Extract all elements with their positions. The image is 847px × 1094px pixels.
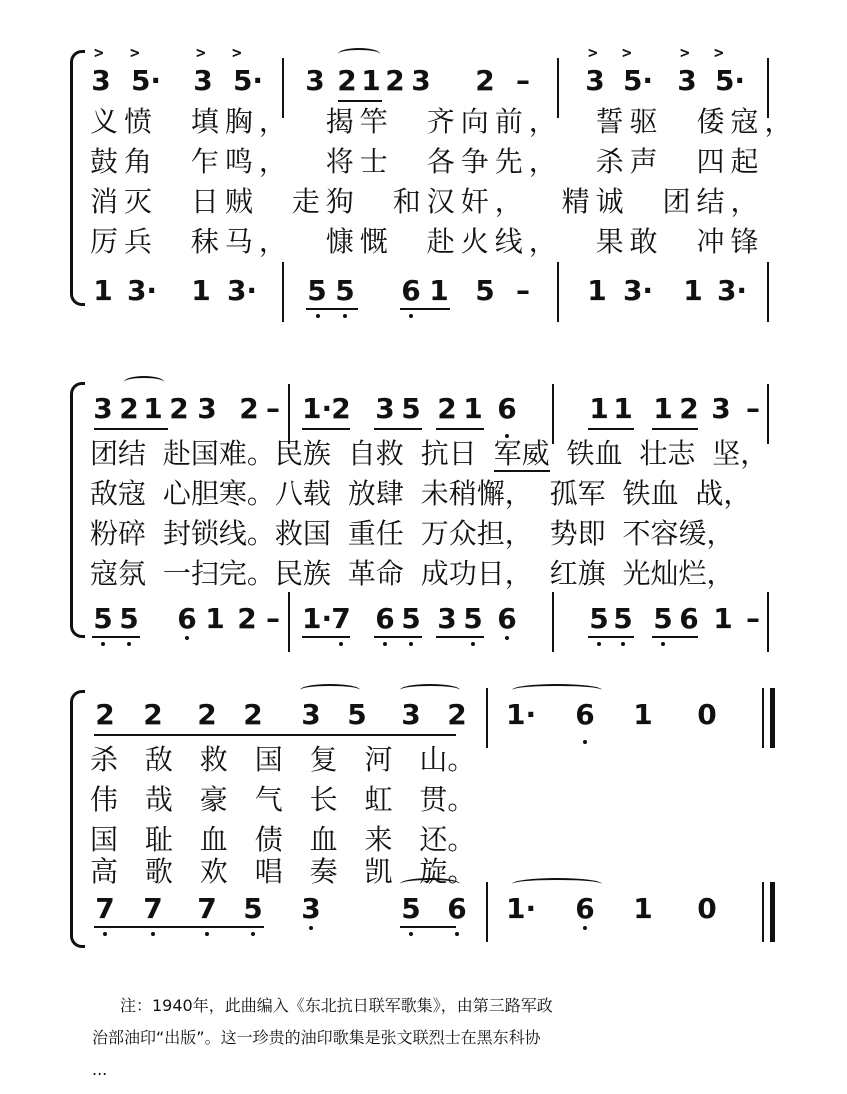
note: 2: [331, 392, 351, 425]
underline-beam: [92, 636, 140, 638]
note: 2: [95, 698, 115, 731]
low-octave-dot: [309, 926, 313, 930]
note: 7: [143, 892, 163, 925]
note: 5·: [232, 64, 264, 97]
note: 3: [711, 392, 731, 425]
slur: [512, 878, 602, 890]
accent-mark: >: [232, 43, 242, 62]
note: 6: [401, 274, 421, 307]
note: 2: [447, 698, 467, 731]
note: 1·: [506, 698, 537, 731]
note: 1·: [302, 602, 333, 635]
note: 3: [437, 602, 457, 635]
low-octave-dot: [597, 642, 601, 646]
note: 3: [197, 392, 217, 425]
note: 1: [361, 64, 381, 97]
underline-beam: [94, 734, 456, 736]
note: 5: [93, 602, 113, 635]
low-octave-dot: [251, 932, 255, 936]
note: 6: [575, 892, 595, 925]
low-octave-dot: [583, 740, 587, 744]
low-octave-dot: [409, 642, 413, 646]
note: 1: [683, 274, 703, 307]
note: 3: [375, 392, 395, 425]
note: 5: [401, 892, 421, 925]
lyric-text: 义愤 填胸， 揭竿 齐向前， 誓驱 倭寇，: [90, 105, 799, 138]
slur: [512, 684, 602, 696]
note: –: [746, 392, 760, 425]
low-octave-dot: [661, 642, 665, 646]
note: 1: [191, 274, 211, 307]
note: 1: [713, 602, 733, 635]
accent-mark: >: [196, 43, 206, 62]
low-octave-dot: [103, 932, 107, 936]
note: 1·: [506, 892, 537, 925]
lyric-text: 国 耻 血 债 血 来 还。: [90, 823, 476, 856]
note: 3·: [126, 274, 158, 307]
note: 2: [239, 392, 259, 425]
note: 1: [633, 698, 653, 731]
note: 5·: [622, 64, 654, 97]
low-octave-dot: [151, 932, 155, 936]
note: 1: [613, 392, 633, 425]
low-octave-dot: [316, 314, 320, 318]
underline-beam: [302, 636, 350, 638]
score-system-1: [0, 40, 847, 310]
note: 5·: [130, 64, 162, 97]
note: 1: [633, 892, 653, 925]
note: 5: [613, 602, 633, 635]
note: 1: [587, 274, 607, 307]
note: 6: [447, 892, 467, 925]
note: 7: [331, 602, 351, 635]
note: 6: [375, 602, 395, 635]
low-octave-dot: [409, 932, 413, 936]
low-octave-dot: [343, 314, 347, 318]
accent-mark: >: [130, 43, 140, 62]
lyric-text: 消灭 日贼 走狗 和汉奸， 精诚 团结，: [90, 185, 765, 218]
low-octave-dot: [127, 642, 131, 646]
underline-beam: [94, 428, 168, 430]
underline-beam: [400, 308, 450, 310]
underline-beam: [94, 926, 264, 928]
upper-voice: [0, 392, 847, 432]
note: –: [746, 602, 760, 635]
lyric-text: 杀 敌 救 国 复 河 山。: [90, 743, 476, 776]
note: 1: [429, 274, 449, 307]
accent-mark: >: [714, 43, 724, 62]
note: 1: [463, 392, 483, 425]
accent-mark: >: [680, 43, 690, 62]
underline-beam: [400, 926, 456, 928]
note: –: [266, 602, 280, 635]
note: 1: [143, 392, 163, 425]
lyric-text: 高 歌 欢 唱 奏 凯 旋。: [90, 855, 476, 888]
low-octave-dot: [339, 642, 343, 646]
upper-voice: [0, 698, 847, 738]
note: 5: [243, 892, 263, 925]
upper-voice: [0, 64, 847, 104]
underline-beam: [436, 636, 484, 638]
note: 3: [677, 64, 697, 97]
accent-mark: >: [588, 43, 598, 62]
note: 3: [585, 64, 605, 97]
low-octave-dot: [185, 636, 189, 640]
score-system-2: [0, 372, 847, 642]
underline-beam: [436, 428, 484, 430]
lyric-text: 鼓角 乍鸣， 将士 各争先， 杀声 四起: [90, 145, 765, 178]
note: 5: [589, 602, 609, 635]
note: 3·: [622, 274, 654, 307]
lyric-text: 粉碎 封锁线。救国 重任 万众担， 势即 不容缓，: [90, 517, 735, 550]
note: 5: [119, 602, 139, 635]
note: 1: [205, 602, 225, 635]
low-octave-dot: [455, 932, 459, 936]
note: 0: [697, 892, 717, 925]
note: 3: [193, 64, 213, 97]
note: 6: [497, 602, 517, 635]
lyric-text: 伟 哉 豪 气 长 虹 贯。: [90, 783, 476, 816]
slur: [300, 684, 360, 696]
note: 3: [301, 698, 321, 731]
accent-mark: >: [94, 43, 104, 62]
note: 2: [119, 392, 139, 425]
footnote-line-2: 治部油印“出版”。这一珍贵的油印歌集是张文联烈士在黑东科协: [92, 1028, 541, 1047]
underline-beam: [652, 428, 698, 430]
note: 2: [237, 602, 257, 635]
note: 5: [653, 602, 673, 635]
note: 5: [401, 602, 421, 635]
note: 3: [91, 64, 111, 97]
note: 2: [437, 392, 457, 425]
note: 3·: [226, 274, 258, 307]
underline-beam: [374, 428, 422, 430]
note: 5: [475, 274, 495, 307]
note: 3: [411, 64, 431, 97]
slur: [124, 376, 164, 388]
note: 5: [307, 274, 327, 307]
low-octave-dot: [409, 314, 413, 318]
note: –: [516, 274, 530, 307]
score-system-3: [0, 682, 847, 952]
note: 6: [497, 392, 517, 425]
slur: [338, 48, 380, 60]
note: 6: [575, 698, 595, 731]
footnote: [92, 990, 792, 1086]
low-octave-dot: [383, 642, 387, 646]
note: 5: [347, 698, 367, 731]
accent-mark: >: [622, 43, 632, 62]
note: 3: [305, 64, 325, 97]
footnote-line-1: 注：1940年，此曲编入《东北抗日联军歌集》，由第三路军政: [120, 996, 553, 1015]
note: 5: [401, 392, 421, 425]
note: 1·: [302, 392, 333, 425]
low-octave-dot: [583, 926, 587, 930]
low-octave-dot: [621, 642, 625, 646]
low-octave-dot: [505, 636, 509, 640]
low-octave-dot: [101, 642, 105, 646]
note: 2: [143, 698, 163, 731]
note: 6: [679, 602, 699, 635]
note: 3·: [716, 274, 748, 307]
note: 2: [337, 64, 357, 97]
underline-beam: [588, 428, 634, 430]
underline-beam: [338, 100, 382, 102]
note: 1: [589, 392, 609, 425]
underline-beam: [306, 308, 358, 310]
note: 2: [679, 392, 699, 425]
lyric-underline: [494, 470, 550, 472]
note: 5·: [714, 64, 746, 97]
footnote-line-3: ...: [92, 1060, 108, 1079]
note: 7: [197, 892, 217, 925]
note: 2: [475, 64, 495, 97]
lyric-text: 敌寇 心胆寒。八载 放肆 未稍懈， 孤军 铁血 战，: [90, 477, 752, 510]
note: 7: [95, 892, 115, 925]
note: 5: [335, 274, 355, 307]
note: 3: [301, 892, 321, 925]
lyric-text: 寇氛 一扫完。民族 革命 成功日， 红旗 光灿烂，: [90, 557, 735, 590]
underline-beam: [302, 428, 350, 430]
underline-beam: [652, 636, 698, 638]
lyric-text: 团结 赴国难。民族 自救 抗日 军威 铁血 壮志 坚，: [90, 437, 769, 470]
note: 2: [197, 698, 217, 731]
note: 0: [697, 698, 717, 731]
lyric-text: 厉兵 秣马， 慷慨 赴火线， 果敢 冲锋: [90, 225, 765, 258]
note: 3: [401, 698, 421, 731]
note: 6: [177, 602, 197, 635]
low-octave-dot: [471, 642, 475, 646]
note: –: [516, 64, 530, 97]
note: 1: [653, 392, 673, 425]
note: 2: [385, 64, 405, 97]
slur: [400, 684, 460, 696]
low-octave-dot: [205, 932, 209, 936]
note: 2: [169, 392, 189, 425]
note: 1: [93, 274, 113, 307]
note: –: [266, 392, 280, 425]
underline-beam: [588, 636, 634, 638]
underline-beam: [374, 636, 422, 638]
page-cutoff: [0, 1080, 847, 1094]
note: 5: [463, 602, 483, 635]
note: 3: [93, 392, 113, 425]
note: 2: [243, 698, 263, 731]
